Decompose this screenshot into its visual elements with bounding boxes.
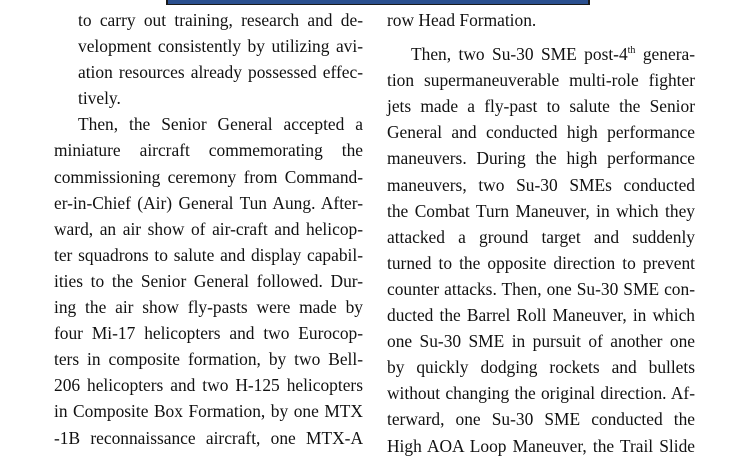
text-line: High AOA Loop Maneuver, the Trail Slide <box>387 435 695 456</box>
text-fragment: Then, two Su-30 SME post-4 <box>411 44 628 65</box>
top-image-edge <box>166 0 590 5</box>
text-line: velopment consistently by utilizing avi- <box>78 36 363 57</box>
paragraph <box>387 41 695 459</box>
text-line <box>387 41 695 67</box>
text-line: 206 helicopters and two H-125 helicopters <box>54 375 363 396</box>
text-line: er-in-Chief (Air) General Tun Aung. After- <box>54 192 363 213</box>
list-item-continuation <box>54 7 363 111</box>
text-line: ation resources already possessed effec- <box>78 62 363 83</box>
text-line: ward, an air show of air-craft and helicop- <box>54 218 363 239</box>
text-line: to carry out training, research and de- <box>78 10 363 30</box>
text-line: ters in composite formation, by two Bell- <box>54 349 363 370</box>
text-line: General and conducted high performance <box>387 122 695 143</box>
text-line: ducted the Barrel Roll Maneuver, in which <box>387 305 695 326</box>
text-line: miniature aircraft commemorating the <box>54 140 363 161</box>
text-line: jets made a fly-past to salute the Senior <box>387 96 695 117</box>
left-column <box>54 7 363 451</box>
text-line: ities to the Senior General followed. Dur- <box>54 270 363 291</box>
text-line: in Composite Box Formation, by one MTX <box>54 401 363 422</box>
text-line: without changing the original direction. Af- <box>387 383 695 404</box>
text-line: counter attacks. Then, one Su-30 SME con- <box>387 278 695 299</box>
text-line: row Head Formation. <box>387 10 537 30</box>
text-line: maneuvers. During the high performance <box>387 148 695 169</box>
text-line: maneuvers, two Su-30 SMEs conducted <box>387 174 695 195</box>
text-line: turned to the opposite direction to prevent <box>387 252 695 273</box>
text-line: terward, one Su-30 SME conducted the <box>387 409 695 430</box>
text-line: ter squadrons to salute and display capabil- <box>54 244 363 265</box>
text-line: tively. <box>78 88 121 109</box>
text-line: the Combat Turn Maneuver, in which they <box>387 200 695 221</box>
text-line: Then, the Senior General accepted a <box>78 114 363 135</box>
text-line: tion supermaneuverable multi-role fighter <box>387 70 695 91</box>
text-line: commissioning ceremony from Command- <box>54 166 363 187</box>
text-line: by quickly dodging rockets and bullets <box>387 357 695 378</box>
text-line: one Su-30 SME in pursuit of another one <box>387 331 695 352</box>
right-column <box>387 7 695 459</box>
text-line: attacked a ground target and suddenly <box>387 226 695 247</box>
text-line: ing the air show fly-pasts were made by <box>54 297 363 318</box>
text-line: -1B reconnaissance aircraft, one MTX-A <box>54 427 363 448</box>
text-fragment: genera- <box>635 44 695 65</box>
text-line: four Mi-17 helicopters and two Eurocop- <box>54 323 363 344</box>
paragraph <box>54 111 363 450</box>
superscript: th <box>627 45 636 57</box>
